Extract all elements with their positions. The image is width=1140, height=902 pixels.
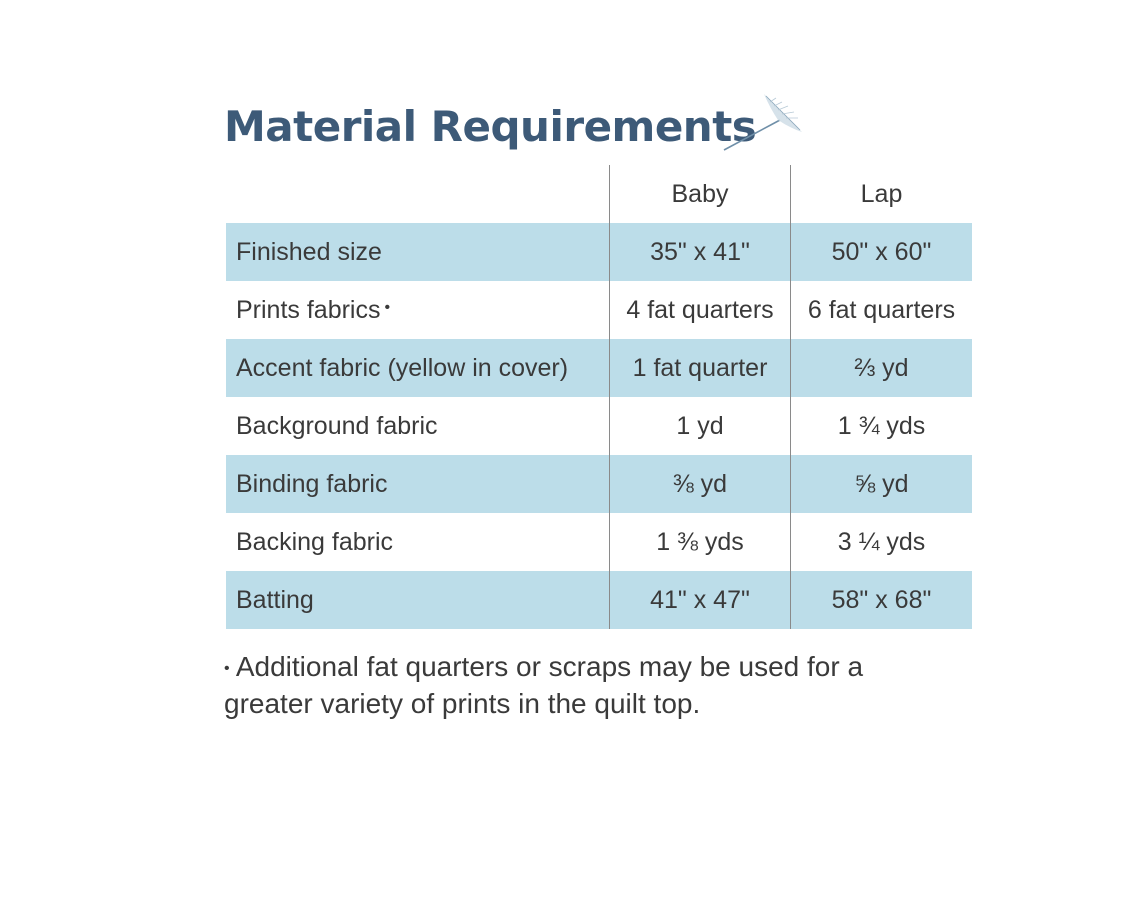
lap-value: ⅔ yd [790,339,972,397]
baby-value: 35" x 41" [609,223,790,281]
row-label-text: Batting [236,585,314,614]
row-label [226,223,609,281]
baby-value: 1 fat quarter [609,339,790,397]
row-label [226,455,609,513]
lap-value: ⅝ yd [790,455,972,513]
table-row [226,513,972,571]
page-title: Material Requirements [224,102,757,151]
table-row [226,339,972,397]
feather-icon [720,88,810,158]
lap-value: 1 ¾ yds [790,397,972,455]
row-label-text: Binding fabric [236,469,388,498]
footnote-marker: • [384,299,391,316]
table-header-row [226,165,972,223]
table-row [226,397,972,455]
table-row [226,571,972,629]
lap-value: 3 ¼ yds [790,513,972,571]
row-label [226,397,609,455]
row-label [226,513,609,571]
column-header-lap: Lap [790,165,972,223]
row-label-text: Finished size [236,237,382,266]
column-header-baby: Baby [609,165,790,223]
baby-value: 1 ⅜ yds [609,513,790,571]
baby-value: 4 fat quarters [609,281,790,339]
table-row [226,455,972,513]
row-label [226,281,609,339]
row-label-text: Accent fabric (yellow in cover) [236,353,569,382]
baby-value: ⅜ yd [609,455,790,513]
materials-table [226,165,972,629]
baby-value: 1 yd [609,397,790,455]
row-label-text: Backing fabric [236,527,394,556]
row-label [226,339,609,397]
row-label-text: Background fabric [236,411,438,440]
header-corner [226,165,609,223]
row-label-text: Prints fabrics [236,295,381,324]
footnote-marker: • [224,660,230,677]
footnote [224,648,944,722]
footnote-text: Additional fat quarters or scraps may be used for a greater variety of prints in the quilt top. [224,651,864,719]
lap-value: 6 fat quarters [790,281,972,339]
table-row [226,281,972,339]
lap-value: 50" x 60" [790,223,972,281]
table-row [226,223,972,281]
title-block [224,92,756,162]
lap-value: 58" x 68" [790,571,972,629]
baby-value: 41" x 47" [609,571,790,629]
row-label [226,571,609,629]
